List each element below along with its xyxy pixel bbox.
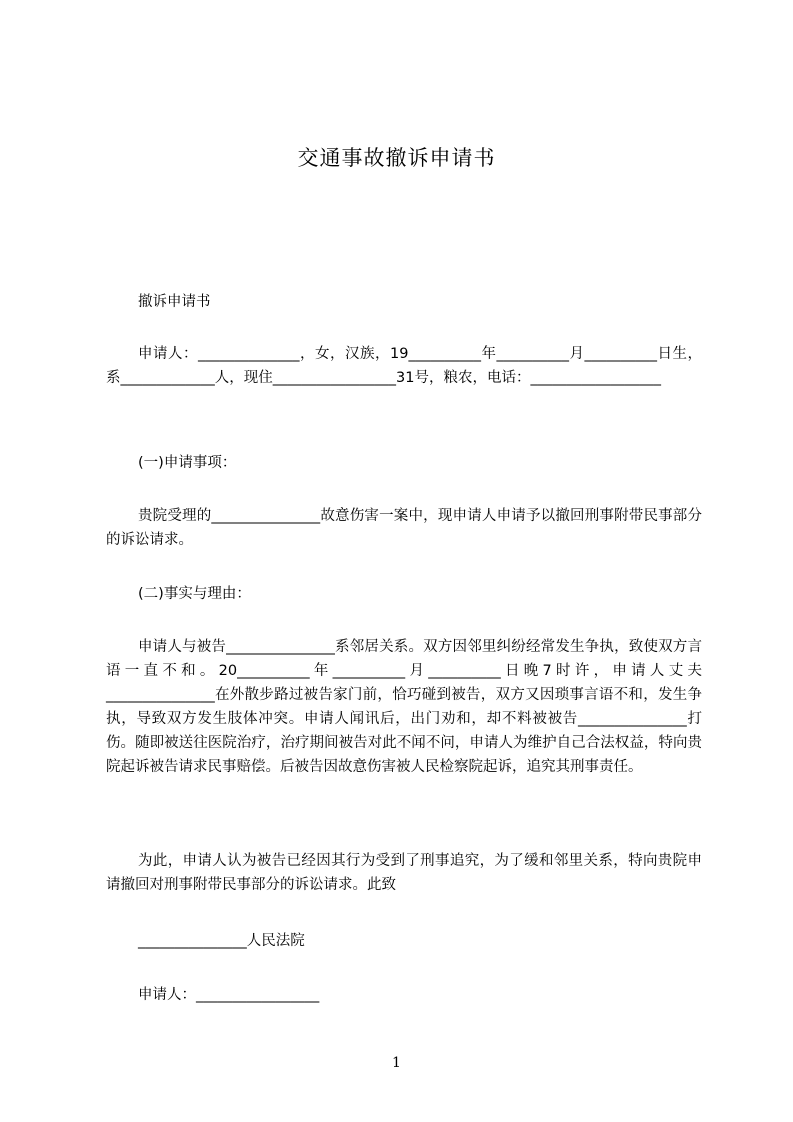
court-line: _______________人民法院 <box>138 933 305 949</box>
signature-line: 申请人：_________________ <box>138 987 320 1003</box>
conclusion-paragraph: 为此，申请人认为被告已经因其行为受到了刑事追究，为了缓和邻里关系，特向贵院申请撤回对刑事附带民事部分的诉讼请求。此致 <box>106 853 702 893</box>
document-title: 交通事故撤诉申请书 <box>297 146 496 170</box>
section1-heading: (一)申请事项： <box>138 455 237 471</box>
page-number: 1 <box>392 1055 401 1071</box>
section1-body: 贵院受理的_______________故意伤害一案中，现申请人申请予以撤回刑事附带民事部分的诉讼请求。 <box>106 508 702 548</box>
section2-body: 申请人与被告_______________系邻居关系。双方因邻里纠纷经常发生争执，致使双方言语一直不和。20__________年__________月__________日晚7时许，申请人丈夫_______________在外散步路过被告家门前，恰巧碰到被告，双方又因琐事言语不和，发生争执，导致双方发生肢体冲突。申请人闻讯后，出门劝和，却不料被被告_______________打伤。随即被送往医院治疗，治疗期间被告对此不闻不问，申请人为维护自己合法权益，特向贵院起诉被告请求民事赔偿。后被告因故意伤害被人民检察院起诉，追究其刑事责任。 <box>106 639 702 775</box>
applicant-info-paragraph: 申请人：______________，女，汉族，19__________年__________月__________日生，系_____________人，现住_________________31号，粮农，电话：__________________ <box>106 346 702 386</box>
subtitle: 撤诉申请书 <box>138 294 211 310</box>
section2-heading: (二)事实与理由： <box>138 586 251 602</box>
